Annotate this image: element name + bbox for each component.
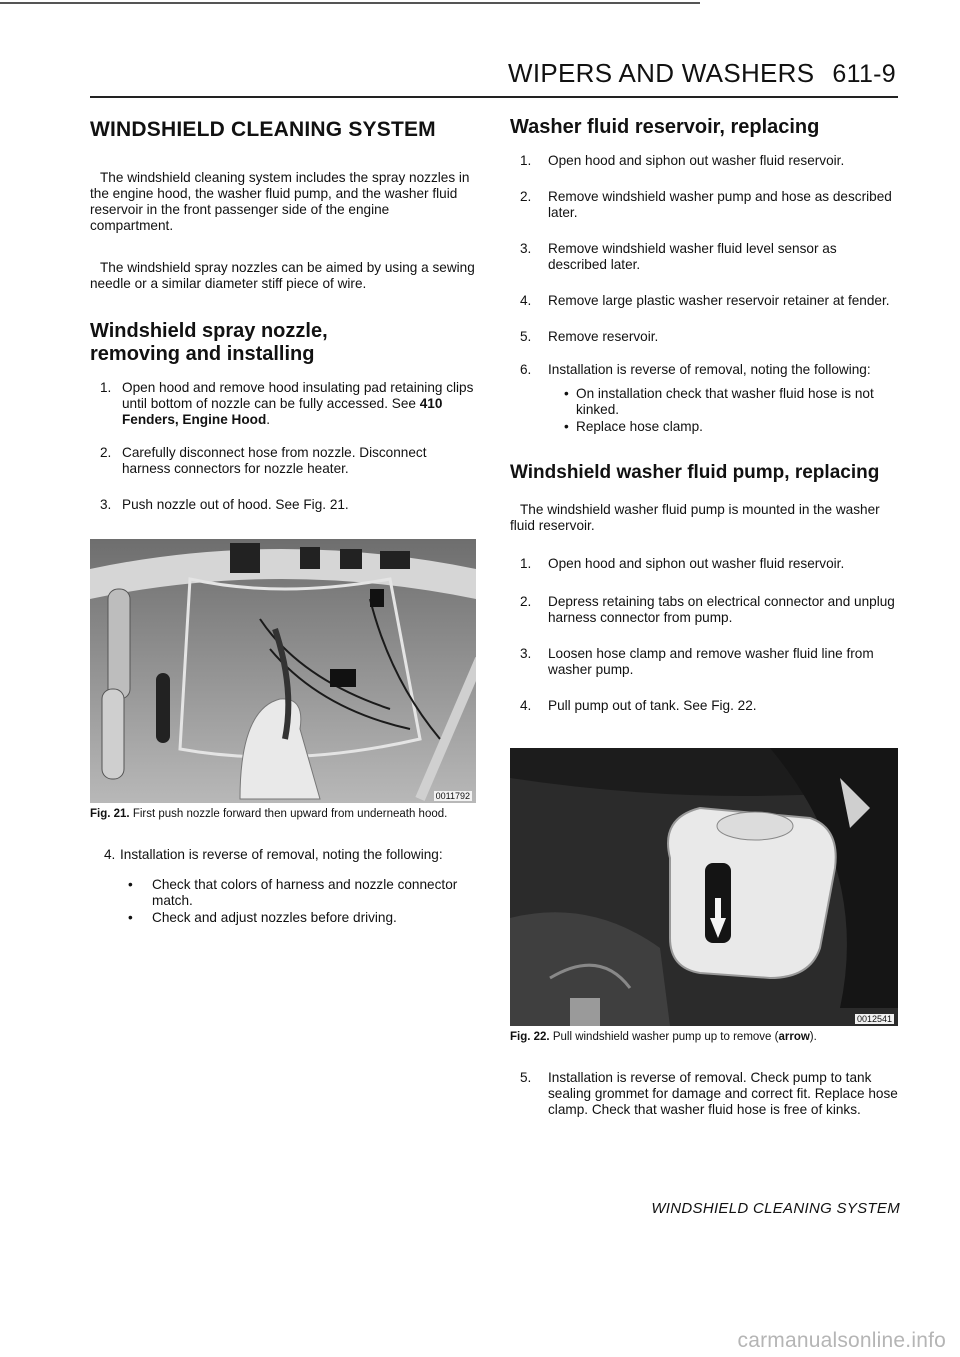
reservoir-step-2: 2. Remove windshield washer pump and hose as described later. [520, 189, 892, 220]
reservoir-steps [510, 153, 898, 435]
nozzle-heading: Windshield spray nozzle, removing and installing [90, 320, 328, 365]
washer-reservoir-illustration [510, 748, 898, 1026]
reservoir-bullets [556, 386, 898, 435]
bullet-item: • On installation check that washer fluid hose is not kinked. [564, 386, 874, 417]
nozzle-steps [90, 380, 476, 513]
figure-22 [510, 748, 898, 1044]
pump-step-1: 1. Open hood and siphon out washer fluid reservoir. [520, 556, 845, 571]
right-column [510, 112, 898, 1135]
bullet-item: • Replace hose clamp. [564, 419, 703, 434]
reservoir-step-4: 4. Remove large plastic washer reservoir retainer at fender. [520, 293, 890, 308]
watermark: carmanualsonline.info [737, 1329, 946, 1352]
pump-step-5-list [510, 1070, 898, 1118]
fig-21-photo [90, 539, 476, 803]
reservoir-step-3: 3. Remove windshield washer fluid level sensor as described later. [520, 241, 837, 272]
nozzle-step-4-list [90, 847, 476, 926]
nozzle-step-4-bullets [120, 877, 476, 926]
intro-paragraph-2: The windshield spray nozzles can be aimed by using a sewing needle or a similar diameter stiff piece of wire. [90, 260, 475, 291]
page-number: 611-9 [832, 60, 896, 88]
fig-21-code: 0011792 [435, 791, 470, 801]
left-column [90, 112, 476, 943]
pump-step-5: 5. Installation is reverse of removal. Check pump to tank sealing grommet for damage and correct fit. Replace hose clamp. Check that washer fluid hose is free of kinks. [520, 1070, 898, 1117]
section-title: WINDSHIELD CLEANING SYSTEM [90, 118, 436, 141]
top-rule [0, 2, 700, 4]
chapter-title: WIPERS AND WASHERS [508, 58, 815, 88]
reservoir-step-1: 1. Open hood and siphon out washer fluid reservoir. [520, 153, 845, 168]
nozzle-step-1: 1. Open hood and remove hood insulating pad retaining clips until bottom of nozzle can be fully accessed. See 410 Fenders, Engine Hood. [100, 380, 474, 427]
fig-21-caption: Fig. 21. First push nozzle forward then upward from underneath hood. [90, 808, 448, 820]
header-rule [90, 96, 898, 98]
pump-step-3: 3. Loosen hose clamp and remove washer fluid line from washer pump. [520, 646, 874, 677]
fig-22-photo [510, 748, 898, 1026]
cross-reference: 410 Fenders, Engine Hood [122, 396, 443, 427]
bullet-item: • Check that colors of harness and nozzle connector match. [128, 877, 458, 908]
page-footer: WINDSHIELD CLEANING SYSTEM [651, 1200, 900, 1217]
pump-heading: Windshield washer fluid pump, replacing [510, 462, 880, 483]
intro-paragraph-1: The windshield cleaning system includes the spray nozzles in the engine hood, the washer fluid pump, and the washer fluid reservoir in the front passenger side of the engine compartment. [90, 170, 470, 233]
reservoir-step-5: 5. Remove reservoir. [520, 329, 659, 344]
pump-intro: The windshield washer fluid pump is mounted in the washer fluid reservoir. [510, 502, 880, 533]
page-header [508, 58, 896, 89]
nozzle-step-4: 4. Installation is reverse of removal, noting the following: • Check that colors of harness and nozzle connector match. • Check and adjust nozzles before driving. [90, 847, 476, 926]
nozzle-step-2: 2. Carefully disconnect hose from nozzle. Disconnect harness connectors for nozzle heater. [100, 445, 427, 476]
pump-step-4: 4. Pull pump out of tank. See Fig. 22. [520, 698, 757, 713]
figure-21 [90, 539, 476, 821]
bullet-item: • Check and adjust nozzles before driving. [128, 910, 397, 925]
fig-22-caption: Fig. 22. Pull windshield washer pump up to remove (arrow). [510, 1031, 817, 1043]
reservoir-step-6: 6. Installation is reverse of removal, noting the following: • On installation check that washer fluid hose is not kinked. • Replace hose clamp. [510, 362, 898, 435]
fig-22-code: 0012541 [856, 1014, 892, 1024]
pump-step-2: 2. Depress retaining tabs on electrical connector and unplug harness connector from pump. [520, 594, 895, 625]
hood-underside-illustration [90, 539, 476, 803]
reservoir-heading: Washer fluid reservoir, replacing [510, 116, 820, 138]
nozzle-step-3: 3. Push nozzle out of hood. See Fig. 21. [100, 497, 349, 512]
pump-steps [510, 556, 898, 714]
